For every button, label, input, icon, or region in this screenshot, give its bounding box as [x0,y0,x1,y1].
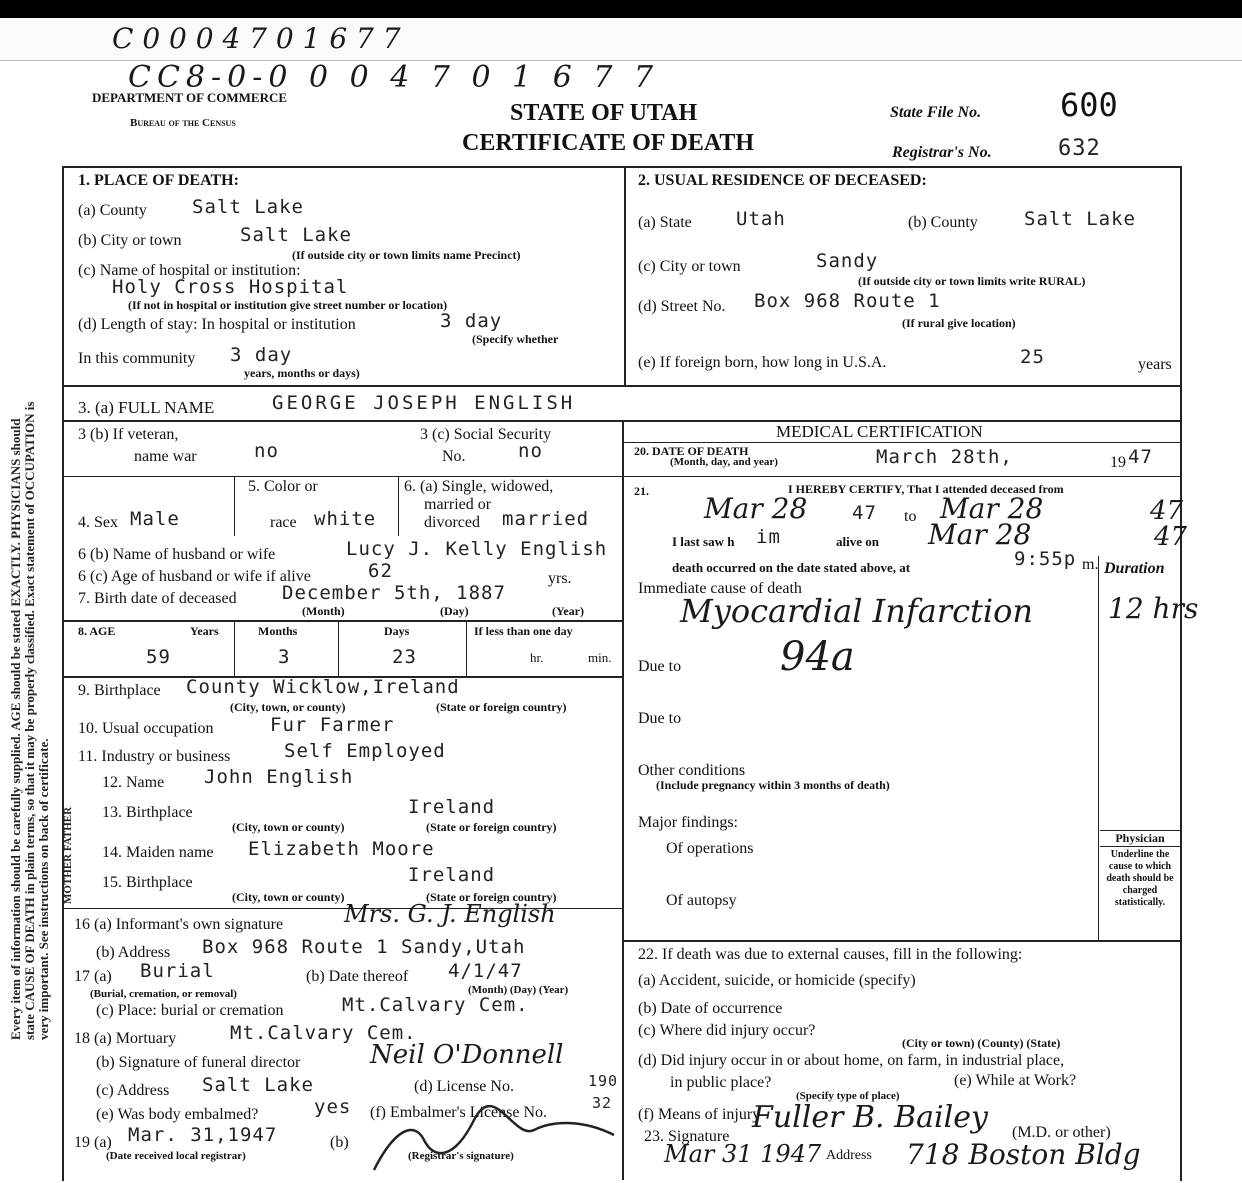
external-e: (e) While at Work? [954,1072,1077,1089]
less-day-label: If less than one day [474,624,573,638]
external-b: (b) Date of occurrence [638,1000,783,1017]
race-label: race [270,514,297,531]
external-f: (f) Means of injury [638,1106,761,1123]
father-birthplace-value: Ireland [408,796,496,818]
age-days-value: 23 [392,646,417,668]
received-value: Mar. 31,1947 [128,1124,278,1146]
spouse-age-label: 6 (c) Age of husband or wife if alive [78,568,311,585]
birthplace-note-2: (State or foreign country) [436,700,567,714]
father-name-label: 12. Name [102,774,165,791]
birthplace-value: County Wicklow,Ireland [186,676,460,698]
mother-bp-note-1: (City, town or county) [232,890,345,904]
divider-medical-head [624,442,1180,443]
age-years-value: 59 [146,646,171,668]
informant-address-label: (b) Address [96,944,171,961]
burial-date-note: (Month) (Day) (Year) [468,984,569,996]
license-label: (d) License No. [414,1078,514,1095]
embalmer-label: (f) Embalmer's License No. [370,1104,548,1121]
father-birthplace-label: 13. Birthplace [102,804,193,821]
mother-name-value: Elizabeth Moore [248,838,435,860]
occurred-value: 9:55p [1014,548,1077,570]
color-label: 5. Color or [248,478,318,495]
res-city-value: Sandy [816,250,879,272]
external-d: (d) Did injury occur in or about home, on farm, in industrial place, [638,1052,1065,1069]
veteran-label: 3 (b) If veteran, [78,426,179,443]
due-to-1-label: Due to [638,658,682,675]
immediate-cause-value: Myocardial Infarction [680,592,1033,630]
city-value: Salt Lake [240,224,352,246]
industry-label: 11. Industry or business [78,748,231,765]
burial-place-value: Mt.Calvary Cem. [342,994,529,1016]
burial-note: (Burial, cremation, or removal) [90,988,237,1000]
years-label: Years [190,624,219,638]
divider-age-top [62,620,622,622]
occurred-label: death occurred on the date stated above, at [672,560,911,575]
burial-value: Burial [140,960,215,982]
dod-note: (Month, day, and year) [670,456,778,468]
immediate-duration: 12 hrs [1108,592,1199,625]
md-label: (M.D. or other) [1012,1124,1111,1141]
city-note: (If outside city or town limits name Precinct) [292,248,521,262]
veteran-label-2: name war [134,448,197,465]
external-d2: in public place? [670,1074,772,1091]
burial-place-label: (c) Place: burial or cremation [96,1002,284,1019]
birth-date-label: 7. Birth date of deceased [78,590,237,607]
top-stamp: C 0 0 0 4 7 0 1 6 7 7 [112,22,401,55]
attended-from: Mar 28 [704,492,808,525]
informant-signature: Mrs. G. J. English [344,900,556,928]
res-county-label: (b) County [908,214,978,231]
lastsaw-value: im [756,526,781,548]
embalmer-value: 32 [592,1094,613,1112]
mortuary-label: 18 (a) Mortuary [74,1030,177,1047]
alive-year: 47 [1154,522,1188,552]
dod-year: 47 [1128,446,1153,468]
days-label: Days [384,624,410,638]
fd-address-label: (c) Address [96,1082,170,1099]
occupation-label: 10. Usual occupation [78,720,214,737]
divider-center [622,420,624,1180]
stay-note: (Specify whether [472,332,559,346]
mother-birthplace-label: 15. Birthplace [102,874,193,891]
birth-day-note: (Day) [440,604,469,618]
divider-name-top [62,385,1180,387]
divider-age1 [234,620,235,676]
registrar-number: 632 [1058,136,1101,161]
frame-top [62,166,1180,168]
attended-to-label: to [904,508,917,525]
father-bp-note-2: (State or foreign country) [426,820,557,834]
due-to-2-label: Due to [638,710,682,727]
autopsy-label: Of autopsy [666,892,737,909]
age-label: 8. AGE [78,624,116,638]
physician-address-label: Address [826,1148,872,1163]
dod-label: 20. DATE OF DEATH [634,444,749,458]
embalmed-value: yes [314,1096,352,1118]
industry-value: Self Employed [284,740,446,762]
other-conditions-label: Other conditions [638,762,746,779]
state-file-label: State File No. [890,104,982,121]
res-street-label: (d) Street No. [638,298,726,315]
community-note: years, months or days) [244,366,360,380]
frame-left [62,166,64,1181]
res-city-label: (c) City or town [638,258,741,275]
divider-name-bottom [62,420,1180,422]
due-to-1-value: 94a [780,634,855,680]
place-of-death-heading: 1. PLACE OF DEATH: [78,172,239,189]
divider-race [398,476,399,536]
divider-age3 [466,620,467,676]
divider-external [624,940,1180,942]
registrar-label: Registrar's No. [892,144,992,161]
spouse-label: 6 (b) Name of husband or wife [78,546,276,563]
stay-label: (d) Length of stay: In hospital or institution [78,316,356,333]
cert-number: 21. [634,484,649,498]
alive-value: Mar 28 [928,518,1032,551]
operations-label: Of operations [666,840,754,857]
occupation-value: Fur Farmer [270,714,395,736]
registrar-sig-label: (b) [330,1134,349,1151]
foreign-label: (e) If foreign born, how long in U.S.A. [638,354,887,371]
marital-label-3: divorced [424,514,480,531]
lastsaw-label: I last saw h [672,534,735,549]
foreign-value: 25 [1020,346,1045,368]
ss-label-2: No. [442,448,466,465]
county-label: (a) County [78,202,147,219]
community-value: 3 day [230,344,293,366]
external-a: (a) Accident, suicide, or homicide (specify) [638,972,916,989]
race-value: white [314,508,377,530]
duration-label: Duration [1104,560,1165,577]
res-county-value: Salt Lake [1024,208,1136,230]
ss-label: 3 (c) Social Security [420,426,552,443]
foreign-unit: years [1138,356,1172,373]
birth-year-note: (Year) [552,604,584,618]
signature-date: Mar 31 1947 [664,1140,822,1168]
cert-text: I HEREBY CERTIFY, That I attended deceased from [788,482,1064,496]
external-d-note: (Specify type of place) [796,1090,900,1102]
spouse-value: Lucy J. Kelly English [346,538,608,560]
stay-value: 3 day [440,310,503,332]
signature-label: 23. Signature [644,1128,730,1145]
hospital-note: (If not in hospital or institution give street number or location) [128,298,448,312]
burial-date-value: 4/1/47 [448,960,523,982]
burial-label: 17 (a) [74,968,112,985]
alive-label: alive on [836,534,879,549]
community-label: In this community [78,350,196,367]
state-title: STATE OF UTAH [510,100,698,126]
received-label: 19 (a) [74,1134,112,1151]
divider-age2 [338,620,339,676]
side-text-col2: state CAUSE OF DEATH in plain terms, so that it may be properly classified. Exact statement of OCCUPATION is [22,401,37,1040]
full-name-label: 3. (a) FULL NAME [78,398,215,417]
external-c-note: (City or town) (County) (State) [902,1036,1061,1050]
dod-year-prefix: 19 [1110,454,1126,471]
res-street-note: (If rural give location) [902,316,1016,330]
director-signature: Neil O'Donnell [370,1040,564,1070]
father-bp-note-1: (City, town or county) [232,820,345,834]
external-heading: 22. If death was due to external causes, fill in the following: [638,946,1023,963]
certificate-title: CERTIFICATE OF DEATH [462,130,755,156]
res-state-value: Utah [736,208,786,230]
birth-date-value: December 5th, 1887 [282,582,506,604]
side-text-col1: Every item of information should be carefully supplied. AGE should be stated EXACTLY. PHYSICIANS should [8,418,23,1040]
divider-dod [624,476,1180,477]
dod-value: March 28th, [876,446,1013,468]
major-findings-label: Major findings: [638,814,738,831]
mortuary-value: Mt.Calvary Cem. [230,1022,417,1044]
county-value: Salt Lake [192,196,304,218]
embalmed-label: (e) Was body embalmed? [96,1106,259,1123]
veteran-value: no [254,440,279,462]
father-name-value: John English [204,766,354,788]
spouse-age-unit: yrs. [548,570,572,587]
file-number-stamp: CC8-0-0 0 0 4 7 0 1 6 7 7 [128,60,660,95]
birth-month-note: (Month) [302,604,345,618]
frame-right [1180,166,1182,1181]
city-label: (b) City or town [78,232,182,249]
registrar-sig-note: (Registrar's signature) [408,1150,514,1162]
residence-heading: 2. USUAL RESIDENCE OF DECEASED: [638,172,927,189]
ss-value: no [518,440,543,462]
side-text-col3: very important. See instructions on back of certificate. [36,738,51,1040]
attended-to-year: 47 [1150,496,1184,526]
birthplace-note-1: (City, town, or county) [230,700,346,714]
sex-label: 4. Sex [78,514,118,531]
marital-value: married [502,508,590,530]
divider-sex [234,476,235,536]
registrar-signature [364,1100,624,1180]
side-instructions [0,180,60,1180]
license-value: 190 [588,1072,619,1090]
fd-address-value: Salt Lake [202,1074,314,1096]
burial-date-label: (b) Date thereof [306,968,409,985]
state-file-number: 600 [1060,86,1118,124]
marital-label: 6. (a) Single, widowed, [404,478,554,495]
informant-address-value: Box 968 Route 1 Sandy,Utah [202,936,526,958]
mother-name-label: 14. Maiden name [102,844,214,861]
mother-birthplace-value: Ireland [408,864,496,886]
bureau-label: Bureau of the Census [130,117,236,129]
physician-box [1100,830,1180,939]
received-note: (Date received local registrar) [106,1150,246,1162]
divider-top-center [624,166,626,386]
sex-value: Male [130,508,180,530]
divider-duration [1098,556,1099,940]
months-label: Months [258,624,298,638]
physician-signature: Fuller B. Bailey [752,1100,988,1135]
min-label: min. [588,650,612,665]
hospital-label: (c) Name of hospital or institution: [78,262,301,279]
top-stamp-strip [0,18,1242,61]
divider-row4 [62,476,622,477]
hr-label: hr. [530,650,544,665]
mother-bp-note-2: (State or foreign country) [426,890,557,904]
birthplace-label: 9. Birthplace [78,682,161,699]
res-street-value: Box 968 Route 1 [754,290,941,312]
full-name-value: GEORGE JOSEPH ENGLISH [272,392,576,414]
res-state-label: (a) State [638,214,692,231]
medical-heading: MEDICAL CERTIFICATION [776,422,983,441]
mother-father-side-label: MOTHER FATHER [62,806,74,904]
res-city-note: (If outside city or town limits write RURAL) [858,274,1086,288]
spouse-age-value: 62 [368,560,393,582]
immediate-cause-label: Immediate cause of death [638,580,802,597]
physician-box-title: Physician [1100,831,1180,847]
other-conditions-note: (Include pregnancy within 3 months of death) [656,778,890,792]
physician-address-value: 718 Boston Bldg [906,1138,1141,1171]
informant-sig-label: 16 (a) Informant's own signature [74,916,284,933]
director-label: (b) Signature of funeral director [96,1054,301,1071]
physician-box-text: Underline the cause to which death should be charged statistically. [1106,849,1174,908]
external-c: (c) Where did injury occur? [638,1022,816,1039]
hospital-value: Holy Cross Hospital [112,276,349,298]
occurred-unit: m. [1082,556,1099,573]
department-label: DEPARTMENT OF COMMERCE [92,90,288,105]
marital-label-2: married or [424,496,492,513]
age-months-value: 3 [278,646,291,668]
attended-from-year: 47 [852,502,877,524]
attended-to: Mar 28 [940,492,1044,525]
